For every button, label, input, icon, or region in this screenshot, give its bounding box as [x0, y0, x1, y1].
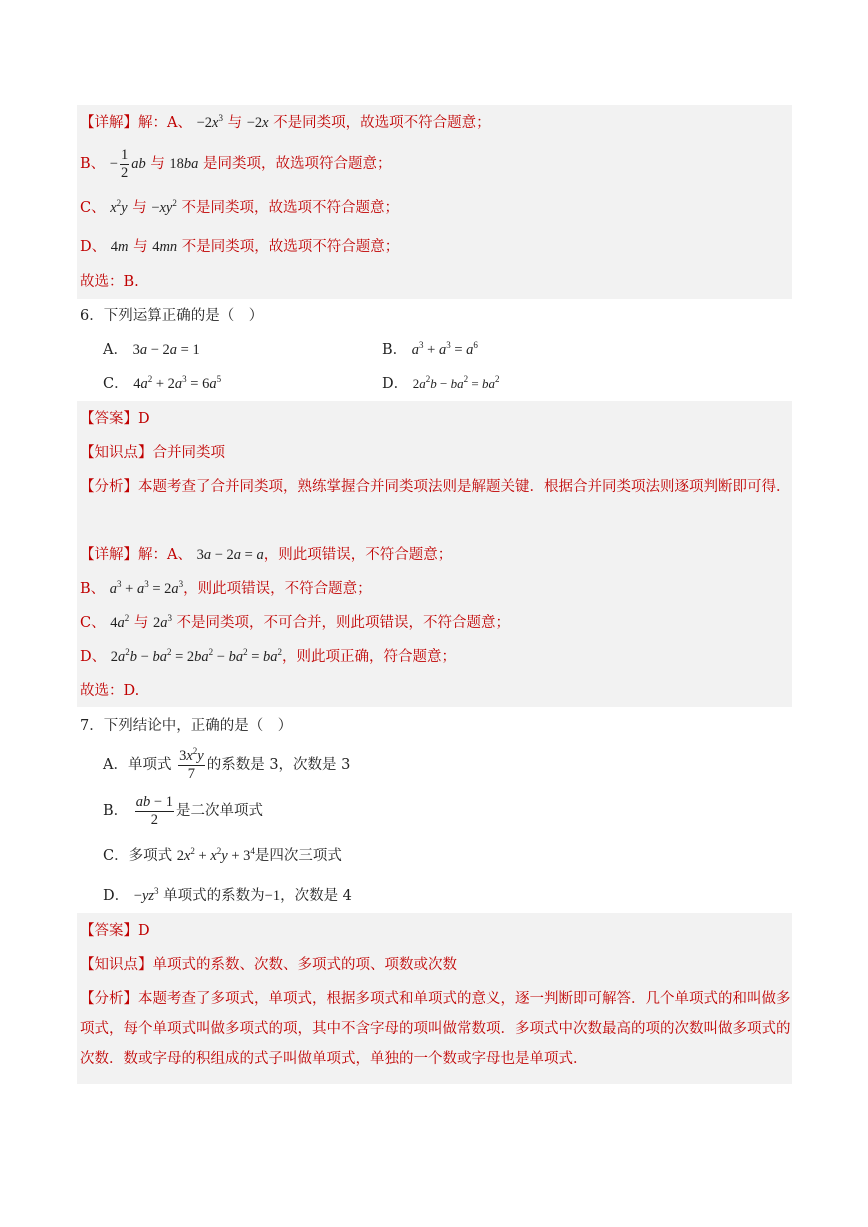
detail-tag: 【详解】: [80, 547, 138, 563]
analysis-tag: 【分析】: [80, 479, 138, 495]
knowledge-tag: 【知识点】: [80, 445, 153, 461]
q6-option-a: A． 3a − 2a = 1: [103, 342, 200, 358]
q5-detail-line-c: C、 $x^2y$ 与 $-xy^2$ 不是同类项，故选项不符合题意；: [80, 198, 399, 216]
math-expression: $4a^2$: [110, 613, 130, 631]
q6-detail-line-c: C、 $4a^2$ 与 $2a^3$ 不是同类项，不可合并，则此项错误，不符合题意；: [80, 613, 511, 631]
math-expression: 3a − 2a = 1: [132, 342, 200, 358]
q7-stem: 7．下列结论中，正确的是（ ）: [80, 718, 293, 734]
math-expression: − $\frac{1}{2}$ ab: [109, 147, 146, 182]
math-expression: 18ba: [169, 156, 199, 172]
answer-value: D: [138, 923, 150, 939]
q7-analysis: 【分析】本题考查了多项式，单项式，根据多项式和单项式的意义，逐一判断即可解答．几个单项式的和叫做多项式，每个单项式叫做多项式的项，其中不含字母的项叫做常数项．多项式中次数最高的项的次数叫做多项式的次数．数或字母的积组成的式子叫做单项式，单独的一个数或字母也是单项式．: [80, 991, 791, 1067]
q5-detail-line-d: D、 4m 与 4mn 不是同类项，故选项不符合题意；: [80, 239, 400, 255]
math-expression: $2a^3$: [152, 613, 172, 631]
math-expression: 3a − 2a = a: [196, 547, 264, 563]
q6-stem: 6．下列运算正确的是（ ）: [80, 308, 264, 324]
math-expression: $x^2y$: [110, 198, 128, 216]
q6-option-d: D． $2a^2b - ba^2 = ba^2$: [382, 374, 500, 392]
math-expression: 4mn: [152, 239, 178, 255]
q6-detail-line-d: D、 $2a^2b - ba^2 = 2ba^2 - ba^2 = ba^2$，则此项正确，符合题意；: [80, 647, 456, 665]
detail-tag: 【详解】: [80, 115, 138, 131]
q5-conclusion: 故选：B.: [80, 274, 139, 290]
math-expression: $2a^2b - ba^2 = 2ba^2 - ba^2 = ba^2$: [110, 647, 282, 665]
math-expression: $\frac{ab - 1}{2}$: [135, 794, 173, 829]
q5-detail-line-a: 【详解】解：A、 $-2x^3$ 与 −2x 不是同类项，故选项不符合题意；: [80, 113, 491, 131]
math-expression: $-yz^3$: [133, 886, 159, 904]
math-expression: $-xy^2$: [151, 198, 177, 216]
math-expression: $2x^2 + x^2y + 3^4$: [176, 846, 255, 864]
answer-tag: 【答案】: [80, 923, 138, 939]
math-expression: $4a^2 + 2a^3 = 6a^5$: [133, 374, 222, 392]
q7-option-d: D． $-yz^3$ 单项式的系数为−1，次数是 4: [103, 886, 352, 904]
q7-option-b: B． $\frac{ab - 1}{2}$ 是二次单项式: [103, 794, 263, 829]
q7-option-a: A．单项式 $\frac{3x^2y}{7}$ 的系数是 3，次数是 3: [103, 746, 351, 783]
knowledge-tag: 【知识点】: [80, 957, 153, 973]
math-expression: −1: [264, 888, 281, 904]
q6-conclusion: 故选：D.: [80, 683, 140, 699]
q7-knowledge-point: 【知识点】单项式的系数、次数、多项式的项、项数或次数: [80, 957, 457, 973]
math-expression: $a^3 + a^3 = 2a^3$: [109, 579, 184, 597]
answer-tag: 【答案】: [80, 411, 138, 427]
math-expression: $-2x^3$: [196, 113, 223, 131]
math-expression: −2x: [246, 115, 269, 131]
q6-option-b: B． $a^3 + a^3 = a^6$: [382, 340, 478, 358]
math-expression: $\frac{3x^2y}{7}$: [179, 746, 204, 783]
q6-answer: [80, 409, 150, 429]
q6-knowledge-point: 【知识点】合并同类项: [80, 445, 225, 461]
q6-detail-line-b: B、 $a^3 + a^3 = 2a^3$，则此项错误，不符合题意；: [80, 579, 372, 597]
answer-value: D: [138, 411, 150, 427]
math-expression: 4m: [110, 239, 129, 255]
analysis-tag: 【分析】: [80, 991, 138, 1007]
math-expression: $a^3 + a^3 = a^6$: [411, 340, 478, 358]
q7-answer: [80, 921, 150, 941]
q7-option-c: C．多项式 $2x^2 + x^2y + 3^4$是四次三项式: [103, 846, 342, 864]
q6-option-c: C． $4a^2 + 2a^3 = 6a^5$: [103, 374, 222, 392]
q5-detail-line-b: B、 − $\frac{1}{2}$ ab 与 18ba 是同类项，故选项符合题意；: [80, 147, 392, 182]
q6-analysis: 【分析】本题考查了合并同类项，熟练掌握合并同类项法则是解题关键．根据合并同类项法则逐项判断即可得．: [80, 479, 791, 495]
q6-detail-line-a: 【详解】解：A、 3a − 2a = a，则此项错误，不符合题意；: [80, 547, 453, 563]
math-expression: $2a^2b - ba^2 = ba^2$: [412, 374, 500, 391]
